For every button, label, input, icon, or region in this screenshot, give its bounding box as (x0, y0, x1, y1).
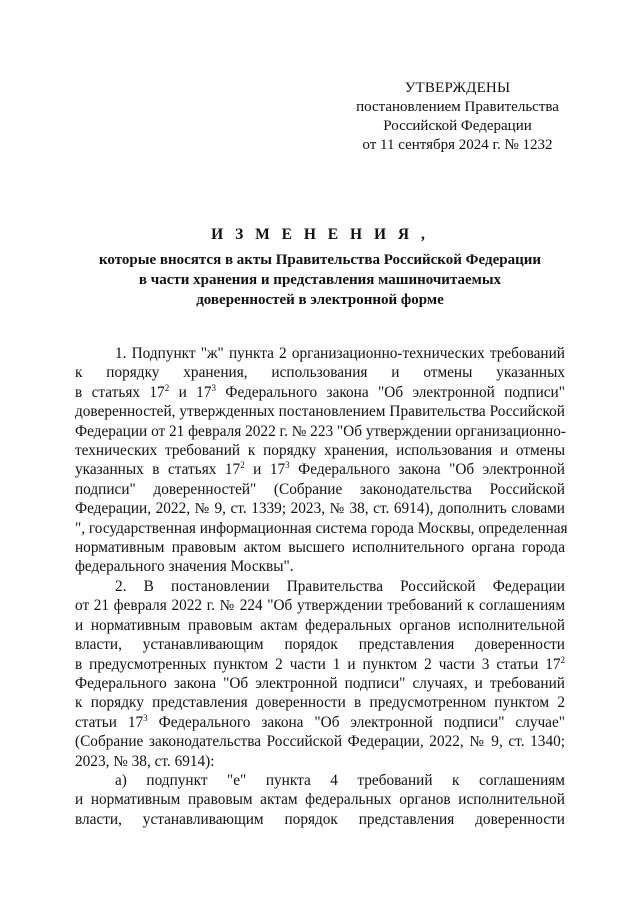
body-line: а) подпункт "е" пункта 4 требований к соглашениям (115, 771, 565, 789)
body-line: от 21 февраля 2022 г. № 224 "Об утверждении требований к соглашениям (75, 597, 565, 615)
superscript: 3 (211, 382, 216, 393)
subtitle-line: в части хранения и представления машиночитаемых (138, 272, 502, 288)
text-run: Федерального закона "Об электронной (289, 461, 565, 479)
body-line: к порядку представления доверенности в предусмотренном пунктом 2 (75, 694, 565, 712)
paragraph-3 (75, 771, 565, 829)
body-line (75, 460, 565, 479)
body-line: подписи" доверенностей" (Собрание законодательства Российской (75, 480, 565, 498)
body-line: и нормативным правовым актам федеральных органов исполнительной (75, 791, 565, 809)
text-run: Федерального закона "Об электронной подписи" случае" (147, 713, 566, 731)
text-run: и 17 (244, 461, 286, 479)
body-line: доверенностей, утвержденных постановлением Правительства Российской (75, 403, 565, 421)
body-line: Федерации, 2022, № 9, ст. 1339; 2023, № 38, ст. 6914), дополнить словами (75, 500, 565, 518)
document-subtitle (60, 250, 580, 310)
text-run: в предусмотренных пунктом 2 части 1 и пунктом 2 части 3 статьи 17 (75, 655, 561, 673)
body-line: 2. В постановлении Правительства Российской Федерации (115, 577, 565, 595)
text-run: указанных в статьях 17 (75, 461, 241, 479)
body-line: власти, устанавливающим порядок представления доверенности (75, 810, 565, 828)
body-line: 2023, № 38, ст. 6914): (75, 752, 215, 770)
body-line: власти, устанавливающим порядок представления доверенности (75, 636, 565, 654)
approval-line: постановлением Правительства (356, 99, 559, 115)
body-line: 1. Подпункт "ж" пункта 2 организационно-технических требований (115, 345, 565, 362)
body-line: Федерации от 21 февраля 2022 г. № 223 "Об утверждении организационно- (75, 422, 566, 440)
approval-block (330, 79, 585, 155)
body-line: и нормативным правовым актам федеральных органов исполнительной (75, 616, 565, 634)
document-title: И З М Е Н Е Н И Я , (211, 226, 429, 243)
subtitle-line: доверенностей в электронной форме (196, 292, 444, 308)
body-line: к порядку хранения, использования и отмены указанных (75, 364, 565, 382)
document-body (75, 344, 568, 829)
body-line: нормативным правовым актом высшего исполнительного органа города (75, 539, 565, 557)
paragraph-1 (75, 344, 568, 577)
text-run: и 17 (169, 383, 212, 401)
body-line: (Собрание законодательства Российской Федерации, 2022, № 9, ст. 1340; (75, 733, 565, 751)
text-run: в статьях 17 (75, 383, 165, 401)
body-line (75, 713, 565, 732)
body-line: Федерального закона "Об электронной подписи" случаях, и требований (75, 674, 565, 692)
superscript: 3 (285, 460, 290, 471)
approval-heading: УТВЕРЖДЕНЫ (404, 80, 511, 96)
text-run: Федерального закона "Об электронной подписи" (215, 383, 565, 401)
body-line: федерального значения Москвы". (75, 558, 294, 576)
body-line: технических требований к порядку хранения, использования и отмены (75, 442, 565, 460)
approval-date-number: от 11 сентября 2024 г. № 1232 (362, 137, 553, 153)
superscript: 2 (164, 382, 170, 393)
text-run: статьи 17 (75, 713, 144, 731)
body-line: ", государственная информационная система города Москвы, определенная (75, 519, 568, 537)
superscript: 3 (143, 712, 148, 723)
paragraph-2 (75, 577, 565, 771)
superscript: 2 (560, 654, 565, 665)
approval-line: Российской Федерации (383, 118, 532, 134)
body-line (75, 655, 565, 674)
body-line (75, 383, 565, 402)
subtitle-line: которые вносятся в акты Правительства Российской Федерации (98, 252, 542, 268)
superscript: 2 (240, 460, 245, 471)
